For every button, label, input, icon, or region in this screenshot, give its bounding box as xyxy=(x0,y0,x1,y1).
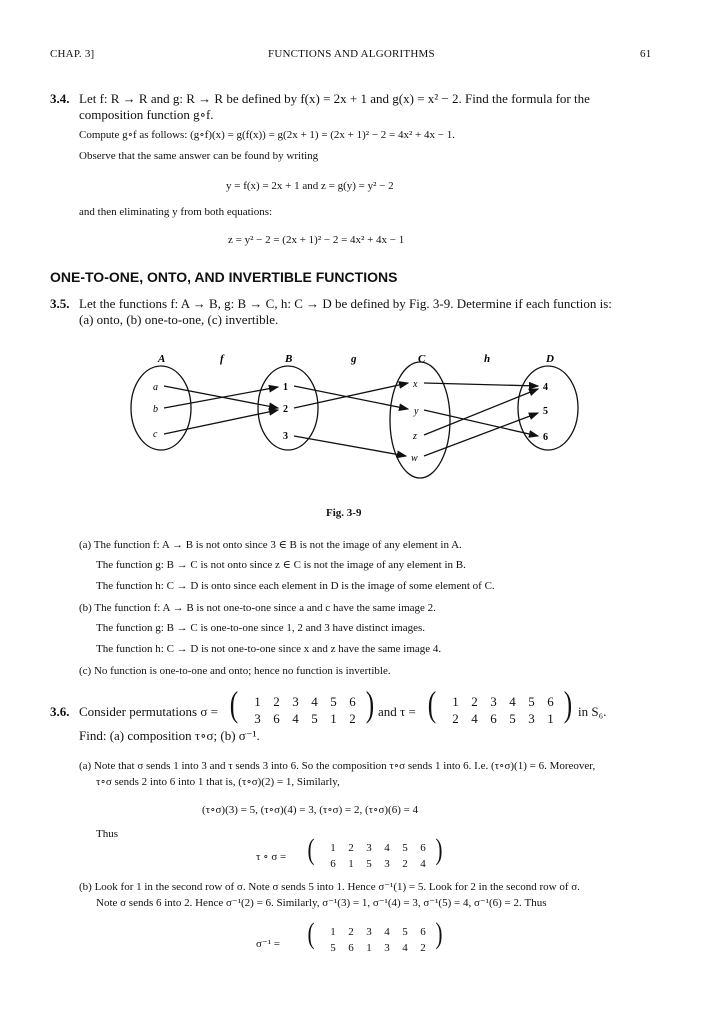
cell: 3 xyxy=(528,711,535,726)
left-paren: ( xyxy=(307,833,315,866)
answer-b-line3: The function h: C → D is not one-to-one since x and z have the same image 4. xyxy=(96,643,442,655)
element-5: 5 xyxy=(543,406,548,417)
answer-3-6-a-line1: (a) Note that σ sends 1 into 3 and τ sends 3 into 6. So the composition τ∘σ sends 1 into 6. I.e. (τ∘σ)(1) = 6. Moreover, xyxy=(79,760,596,772)
cell: 6 xyxy=(348,942,354,954)
inverse-label: σ⁻¹ = xyxy=(256,938,280,950)
cell: 5 xyxy=(528,694,535,709)
cell: 6 xyxy=(490,711,497,726)
map-label-f: f xyxy=(220,353,224,365)
cell: 5 xyxy=(311,711,318,726)
set-d-ellipse xyxy=(518,366,578,450)
set-b-ellipse xyxy=(258,366,318,450)
cell: 6 xyxy=(420,842,426,854)
right-paren: ) xyxy=(365,684,375,724)
element-b: b xyxy=(153,404,158,415)
cell: 4 xyxy=(384,842,390,854)
cell: 3 xyxy=(292,694,299,709)
cell: 1 xyxy=(254,694,261,709)
inverse-matrix xyxy=(307,917,443,958)
right-paren: ) xyxy=(435,917,443,950)
cell: 2 xyxy=(420,942,426,954)
set-label-c: C xyxy=(418,353,426,365)
problem-3-4-question-line2: composition function g∘f. xyxy=(79,107,214,122)
cell: 4 xyxy=(292,711,299,726)
figure-3-9-diagram xyxy=(110,348,590,498)
problem-3-6-consider: Consider permutations σ = xyxy=(79,704,218,719)
section-heading: ONE-TO-ONE, ONTO, AND INVERTIBLE FUNCTIONS xyxy=(50,269,398,285)
tau-bottom-row xyxy=(446,711,560,727)
left-paren: ( xyxy=(427,684,437,724)
set-c-ellipse xyxy=(390,362,450,478)
answer-b-line2: The function g: B → C is one-to-one since 1, 2 and 3 have distinct images. xyxy=(96,622,426,634)
cell: 1 xyxy=(330,711,337,726)
element-c: c xyxy=(153,429,158,440)
arrow-3-to-w xyxy=(294,436,406,456)
composition-label: τ ∘ σ = xyxy=(256,851,287,863)
cell: 2 xyxy=(471,694,478,709)
cell: 4 xyxy=(509,694,516,709)
cell: 6 xyxy=(330,858,336,870)
problem-3-5-question-line1: Let the functions f: A → B, g: B → C, h: C → D be defined by Fig. 3-9. Determine if each function is: xyxy=(79,296,612,311)
answer-3-6-b-line1: (b) Look for 1 in the second row of σ. Note σ sends 5 into 1. Hence σ⁻¹(1) = 5. Look for 2 in the second row of σ. xyxy=(79,881,580,893)
cell: 3 xyxy=(384,942,390,954)
cell: 3 xyxy=(254,711,261,726)
cell: 5 xyxy=(330,942,336,954)
element-6: 6 xyxy=(543,432,548,443)
map-label-g: g xyxy=(351,353,357,365)
element-w: w xyxy=(411,453,418,464)
cell: 5 xyxy=(366,858,372,870)
cell: 4 xyxy=(420,858,426,870)
cell: 1 xyxy=(330,926,336,938)
answer-b-line1: (b) The function f: A → B is not one-to-one since a and c have the same image 2. xyxy=(79,602,436,614)
cell: 4 xyxy=(384,926,390,938)
cell: 3 xyxy=(366,926,372,938)
sigma-bottom-row xyxy=(248,711,362,727)
element-4: 4 xyxy=(543,382,548,393)
element-y: y xyxy=(414,406,419,417)
answer-a-line3: The function h: C → D is onto since each element in D is the image of some element of C. xyxy=(96,580,495,592)
running-head-chapter: CHAP. 3] xyxy=(50,48,95,60)
problem-3-4-compute: Compute g∘f as follows: (g∘f)(x) = g(f(x)) = g(2x + 1) = (2x + 1)² − 2 = 4x² + 4x − 1. xyxy=(79,129,455,141)
sigma-matrix xyxy=(229,684,375,730)
arrow-y-to-6 xyxy=(424,410,538,436)
cell: 3 xyxy=(490,694,497,709)
cell: 3 xyxy=(366,842,372,854)
element-x: x xyxy=(413,379,418,390)
cell: 1 xyxy=(366,942,372,954)
answer-3-6-thus: Thus xyxy=(96,828,118,840)
cell: 2 xyxy=(348,926,354,938)
answer-3-6-a-line2: τ∘σ sends 2 into 6 into 1 that is, (τ∘σ)(2) = 1, Similarly, xyxy=(96,776,340,788)
cell: 1 xyxy=(547,711,554,726)
element-2: 2 xyxy=(283,404,288,415)
inverse-top-row xyxy=(324,925,432,939)
map-label-h: h xyxy=(484,353,491,365)
running-head-title: FUNCTIONS AND ALGORITHMS xyxy=(268,48,435,60)
answer-a-line2: The function g: B → C is not onto since z ∈ C is not the image of any element in B. xyxy=(96,559,466,571)
answer-3-6-a-line3: (τ∘σ)(3) = 5, (τ∘σ)(4) = 3, (τ∘σ) = 2, (τ∘σ)(6) = 4 xyxy=(202,804,419,816)
problem-3-6-find: Find: (a) composition τ∘σ; (b) σ⁻¹. xyxy=(79,728,260,743)
cell: 6 xyxy=(349,694,356,709)
cell: 4 xyxy=(471,711,478,726)
element-1: 1 xyxy=(283,382,288,393)
problem-number-3-6: 3.6. xyxy=(50,704,70,719)
page-number: 61 xyxy=(640,48,652,60)
figure-caption: Fig. 3-9 xyxy=(326,507,362,519)
answer-a-line1: (a) The function f: A → B is not onto since 3 ∈ B is not the image of any element in A. xyxy=(79,539,462,551)
left-paren: ( xyxy=(229,684,239,724)
sigma-top-row xyxy=(248,694,362,710)
composition-matrix xyxy=(307,833,443,874)
cell: 5 xyxy=(509,711,516,726)
cell: 2 xyxy=(402,858,408,870)
cell: 2 xyxy=(348,842,354,854)
cell: 1 xyxy=(330,842,336,854)
set-label-a: A xyxy=(158,353,166,365)
problem-3-4-question-line1: Let f: R → R and g: R → R be defined by f(x) = 2x + 1 and g(x) = x² − 2. Find the formula for the xyxy=(79,91,590,106)
left-paren: ( xyxy=(307,917,315,950)
right-paren: ) xyxy=(563,684,573,724)
problem-number-3-5: 3.5. xyxy=(50,296,70,311)
arrow-c-to-2 xyxy=(164,410,278,434)
problem-number-3-4: 3.4. xyxy=(50,91,70,106)
cell: 6 xyxy=(547,694,554,709)
problem-3-4-equation1: y = f(x) = 2x + 1 and z = g(y) = y² − 2 xyxy=(226,180,394,192)
cell: 2 xyxy=(452,711,459,726)
cell: 1 xyxy=(452,694,459,709)
composition-top-row xyxy=(324,841,432,855)
right-paren: ) xyxy=(435,833,443,866)
cell: 4 xyxy=(311,694,318,709)
set-label-b: B xyxy=(285,353,293,365)
element-z: z xyxy=(413,431,417,442)
cell: 5 xyxy=(402,842,408,854)
arrow-1-to-y xyxy=(294,386,408,409)
tau-matrix xyxy=(427,684,573,730)
tau-top-row xyxy=(446,694,560,710)
inverse-bottom-row xyxy=(324,941,432,955)
element-a: a xyxy=(153,382,158,393)
cell: 5 xyxy=(402,926,408,938)
cell: 4 xyxy=(402,942,408,954)
set-label-d: D xyxy=(546,353,554,365)
cell: 3 xyxy=(384,858,390,870)
problem-3-6-and-tau: and τ = xyxy=(378,704,416,719)
composition-bottom-row xyxy=(324,857,432,871)
arrow-w-to-5 xyxy=(424,413,538,456)
answer-3-6-b-line2: Note σ sends 6 into 2. Hence σ⁻¹(2) = 6. Similarly, σ⁻¹(3) = 1, σ⁻¹(4) = 3, σ⁻¹(5) = 4, σ⁻¹(6) = 2. Thus xyxy=(96,897,547,909)
set-a-ellipse xyxy=(131,366,191,450)
cell: 2 xyxy=(273,694,280,709)
problem-3-6-in-s6: in S₆. xyxy=(578,704,607,719)
cell: 6 xyxy=(420,926,426,938)
cell: 1 xyxy=(348,858,354,870)
problem-3-4-equation2: z = y² − 2 = (2x + 1)² − 2 = 4x² + 4x − 1 xyxy=(228,234,405,246)
problem-3-5-question-line2: (a) onto, (b) one-to-one, (c) invertible. xyxy=(79,312,279,327)
problem-3-4-eliminate: and then eliminating y from both equations: xyxy=(79,206,273,218)
cell: 5 xyxy=(330,694,337,709)
problem-3-4-observe: Observe that the same answer can be found by writing xyxy=(79,150,319,162)
answer-c-line1: (c) No function is one-to-one and onto; hence no function is invertible. xyxy=(79,665,391,677)
arrow-x-to-4 xyxy=(424,383,538,386)
cell: 2 xyxy=(349,711,356,726)
cell: 6 xyxy=(273,711,280,726)
element-3: 3 xyxy=(283,431,288,442)
